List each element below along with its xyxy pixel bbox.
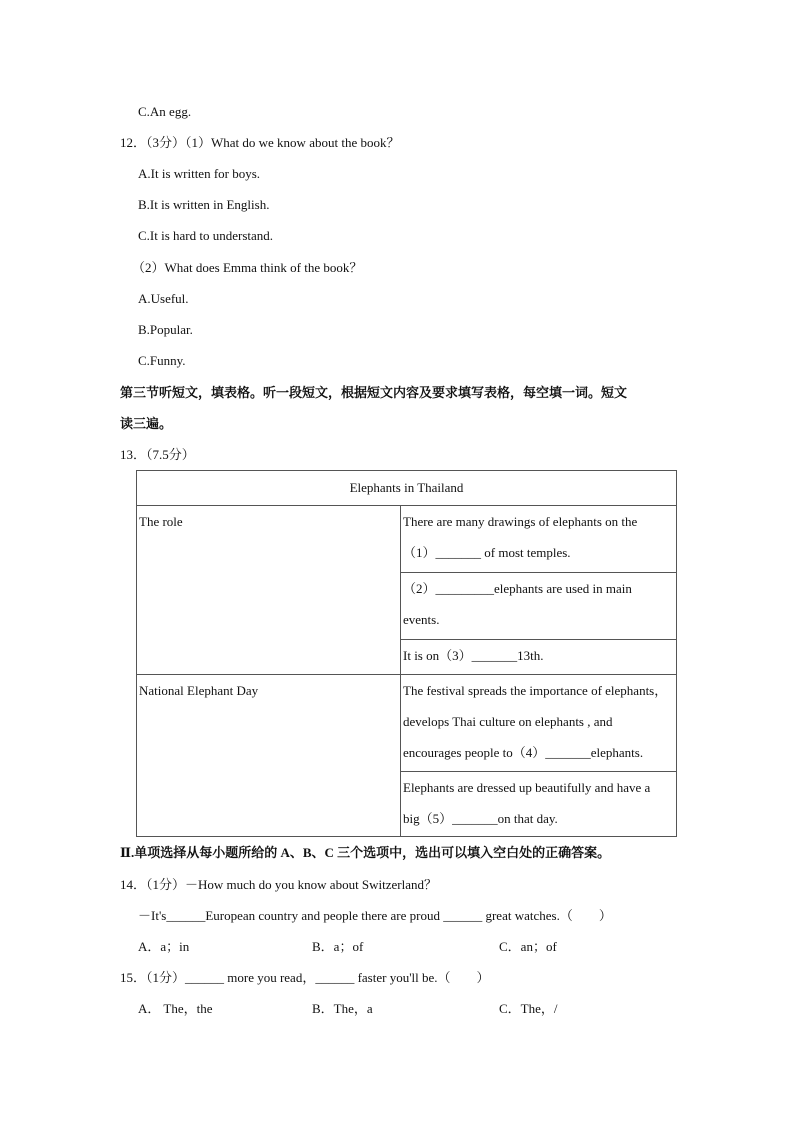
q12-sub-question-2: （2）What does Emma think of the book？ <box>132 260 363 275</box>
section-3-instruction-line-1: 第三节听短文，填表格。听一段短文，根据短文内容及要求填写表格，每空填一词。短文 <box>120 385 628 400</box>
q12-option-a: A.It is written for boys. <box>138 166 261 181</box>
table-cell-day-1 <box>401 675 677 772</box>
table-cell-role-3 <box>401 640 677 675</box>
q13-stem: 13．（7.5分） <box>120 447 195 462</box>
q14-option-b: B．a；of <box>312 939 364 954</box>
day-1-line-b: develops Thai culture on elephants , and <box>403 714 613 729</box>
role-2-line-b: events. <box>403 612 440 627</box>
q14-option-c: C．an；of <box>499 939 557 954</box>
day-1-line-c: encourages people to（4）_______elephants. <box>403 745 644 760</box>
q12-option-b: B.It is written in English. <box>138 197 270 212</box>
day-label: National Elephant Day <box>139 683 259 698</box>
day-2-line-b: big（5）_______on that day. <box>403 811 558 826</box>
q15-option-a: A． The，the <box>138 1001 213 1016</box>
q11-option-c: C.An egg. <box>138 104 192 119</box>
role-label: The role <box>139 514 183 529</box>
day-2-line-a: Elephants are dressed up beautifully and have a <box>403 780 651 795</box>
q12-option-c: C.It is hard to understand. <box>138 228 274 243</box>
role-3-line: It is on（3）_______13th. <box>403 648 544 663</box>
q12-sub2-option-b: B.Popular. <box>138 322 193 337</box>
role-1-line-a: There are many drawings of elephants on the <box>403 514 638 529</box>
table-cell-role-1 <box>401 506 677 573</box>
role-1-line-b: （1）_______ of most temples. <box>403 545 571 560</box>
table-cell-day-2 <box>401 772 677 837</box>
day-1-line-a: The festival spreads the importance of elephants， <box>403 683 668 698</box>
q15-stem: 15．（1分）______ more you read，______ faster you'll be.（ ） <box>120 970 490 985</box>
q14-option-a: A．a；in <box>138 939 190 954</box>
table-row-label-role <box>137 506 401 675</box>
section-3-instruction-line-2: 读三遍。 <box>120 416 173 431</box>
table-cell-role-2 <box>401 573 677 640</box>
q15-option-c: C．The，/ <box>499 1001 558 1016</box>
role-2-line-a: （2）_________elephants are used in main <box>403 581 632 596</box>
q14-stem: 14．（1分）－How much do you know about Switzerland？ <box>120 877 438 892</box>
q12-sub2-option-a: A.Useful. <box>138 291 189 306</box>
q12-stem: 12．（3分）（1）What do we know about the book？ <box>120 135 400 150</box>
q14-line-2: －It's______European country and people there are proud ______ great watches.（ ） <box>138 908 612 923</box>
q15-option-b: B．The，a <box>312 1001 373 1016</box>
elephant-fill-table <box>136 470 677 837</box>
table-row-label-day <box>137 675 401 837</box>
section-2-heading: Ⅱ.单项选择从每小题所给的 A、B、C 三个选项中，选出可以填入空白处的正确答案。 <box>120 845 611 860</box>
table-title: Elephants in Thailand <box>137 471 677 506</box>
q12-sub2-option-c: C.Funny. <box>138 353 186 368</box>
